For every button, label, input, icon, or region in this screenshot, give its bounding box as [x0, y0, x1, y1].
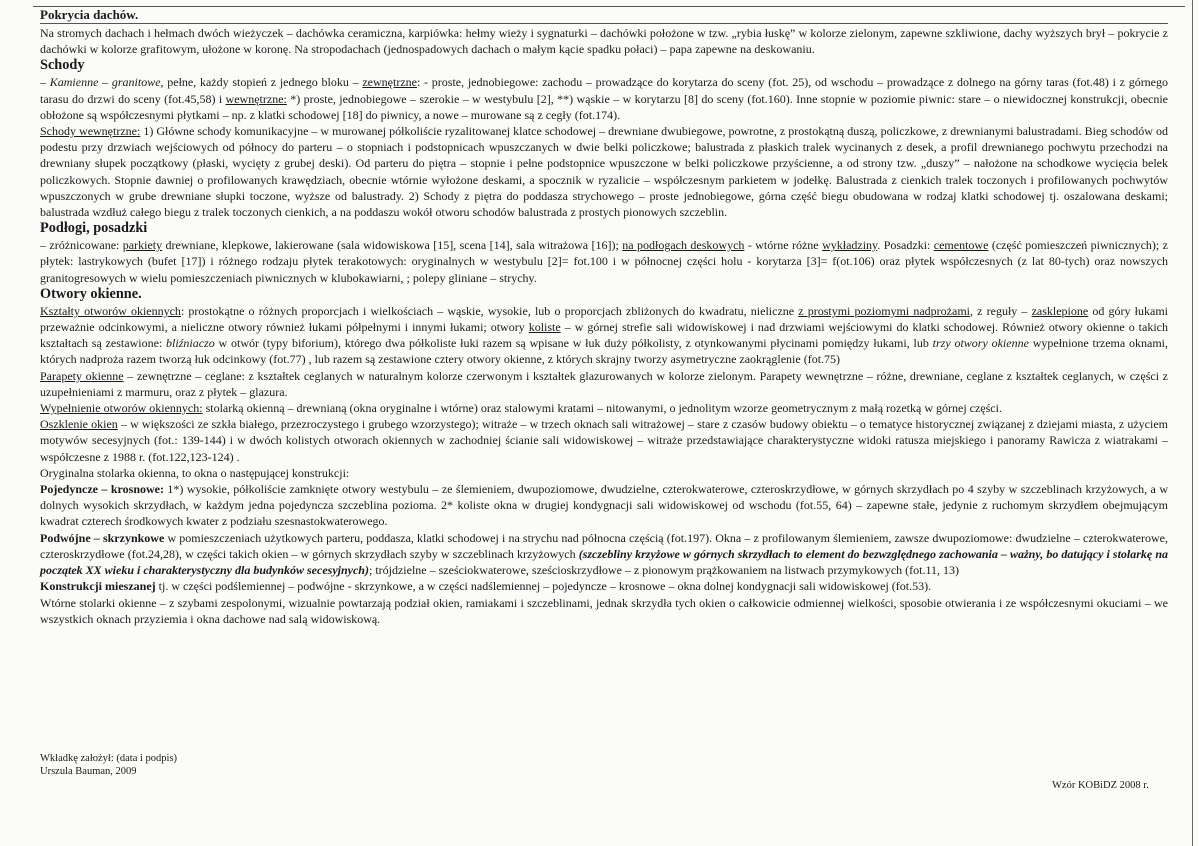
section-title-windows: Otwory okienne.: [40, 285, 142, 302]
document-body: [40, 7, 1168, 627]
text-run: od góry łukami przeważnie odcinkowymi, a nieliczne otwory również łukami półpełnymi i innymi łukami; otwory: [40, 303, 1169, 335]
double-windows-label: Podwójne – skrzynkowe: [40, 530, 165, 545]
window-shapes-paragraph: [40, 303, 1168, 368]
text-run: (część pomieszczeń piwnicznych); z płytek: lastrykowych (bufet [17]) i różnego rodzaju płytek terakotowych: oryginalnych w westybulu [2]= fot.100 i w północnej części holu - korytarza [3]= f(ot.106) oraz płytek współczesnych (z lat 80-tych) oraz nowszych granitogresowych w wielu pomieszczeniach piwnicznych w klubokawiarni, ; polepy gliniane – strychy.: [40, 238, 1168, 285]
text-run: drewniane, klepkowe, lakierowane (sala widowiskowa [15], scena [14], sala witrażowa [16]);: [162, 238, 623, 253]
stairs-material: Kamienne – granitowe: [49, 75, 161, 90]
window-shapes-label: Kształty otworów okiennych: [40, 303, 181, 318]
secondary-joinery-paragraph: Wtórne stolarki okienne – z szybami zespolonymi, wizualnie powtarzają podział okien, ramiakami i szczeblinami, jednak skrzydła tych okien o całkowicie odmiennej wielkości, sposobie otwierania i ze współczesnymi okuciami – we wszystkich oknach przyziemia i okna dachowe nad salą widowiskową.: [40, 595, 1168, 626]
author-name: Urszula Bauman, 2009: [40, 766, 137, 777]
plank-floors-label: na podłogach deskowych: [622, 238, 745, 253]
window-glazing-paragraph: [40, 416, 1168, 465]
carpeting-label: wykładziny: [822, 238, 878, 253]
text-run: tj. w części podślemiennej – podwójne - skrzynkowe, a w części nadślemiennej – pojedyncze – krosnowe – okna dolnej kondygnacji sali widowiskowej (fot.53).: [155, 579, 932, 594]
floors-paragraph: [40, 237, 1168, 286]
text-run: 1*) wysokie, półkoliście zamknięte otwory westybulu – ze ślemieniem, dwupoziomowe, dwudzielne, czterokwaterowe, czteroskrzydłowe, w górnych skrzydłach po 4 szyby w szczeblinach krzyżowych, a w dolnych wysokich skrzydłach, w każdym jedna pojedyncza szczeblina pozioma. 2* koliste okna w drugiej kondygnacji sali widowiskowej od wschodu (fot.55, 64) – zapewne stałe, jedynie z ruchomym skrzydłem obejmującym kwadrat czterech środkowych kwater z podziału szesnastokwaterowego.: [40, 482, 1168, 529]
template-label: Wzór KOBiDZ 2008 r.: [1052, 780, 1149, 791]
text-run: w otwór (typy biforium), którego dwa półkoliste łuki razem są wpisane w łuk duży półkolisty, z otynkowanymi płycinami pomiędzy łukami, lub: [214, 336, 933, 351]
author-label: Wkładkę założył: (data i podpis): [40, 753, 178, 764]
roof-paragraph: Na stromych dachach i hełmach dwóch wieżyczek – dachówka ceramiczna, karpiówka: hełmy wieży i sygnaturki – dachówki położone w tzw. „rybia łuskę” w kolorze zielonym, zapewne szkliwione, dachy wyższych brył – pokrycie z dachówki w kolorze grafitowym, ułożone w koronę. Na stropodachach (jednospadowych dachach o małym kącie spadku połaci) – papa zapewne na deskowaniu.: [40, 26, 1168, 57]
glazing-label: Oszklenie okien: [40, 417, 118, 432]
text-run: –: [40, 75, 50, 90]
single-windows-label: Pojedyncze – krosnowe:: [40, 482, 164, 497]
stairs-paragraph-1: [40, 74, 1168, 123]
single-windows-paragraph: [40, 481, 1168, 530]
original-joinery-paragraph: Oryginalna stolarka okienna, to okna o następującej konstrukcji:: [40, 465, 350, 480]
stairs-paragraph-2: [40, 123, 1168, 220]
text-run: – zewnętrzne – ceglane: z kształtek ceglanych w naturalnym kolorze czerwonym i kształtek glazurowanych w kolorze zielonym. Parapety wewnętrzne – różne, drewniane, ceglane z kształtek ceglanych, w części z uzupełnieniami z marmuru, oraz z płytek – glazura.: [40, 368, 1169, 399]
text-run: , z reguły –: [970, 303, 1032, 318]
section-title-roof: Pokrycia dachów.: [40, 7, 139, 22]
text-run: *) proste, jednobiegowe – szerokie – w westybulu [2], **) wąskie – w korytarzu [8] do sceny (fot.160). Inne stopnie w poziomie piwnic: stare – o niewidocznej konstrukcji, obecnie obłożone są współczesnymi płytkami – np. z klatki schodowej [18] do piwnicy, a nowe – murowane są z cegły (fot.174).: [40, 91, 1169, 122]
parquet-label: parkiety: [122, 238, 163, 253]
twin-label: bliźniaczo: [166, 336, 215, 351]
internal-stairs-label: Schody wewnętrzne:: [40, 124, 141, 139]
window-sills-paragraph: [40, 368, 1168, 400]
text-run: - wtórne różne: [744, 238, 823, 253]
mixed-windows-paragraph: [40, 578, 1168, 594]
text-run: stolarką okienną – drewnianą (okna oryginalne i wtórne) oraz stalowymi kratami – nitowanymi, o jednolitym wzorze geometrycznym z małą rozetką w górnej części.: [202, 401, 1002, 416]
text-run: , pełne, każdy stopień z jednego bloku –: [160, 75, 363, 90]
text-run: : prostokątne o różnych proporcjach i wielkościach – wąskie, wysokie, lub o proporcjach zbliżonych do kwadratu, nieliczne: [180, 303, 799, 318]
title-underline: [40, 23, 1168, 24]
circular-label: koliste: [528, 320, 561, 335]
text-run: w pomieszczeniach użytkowych parteru, poddasza, klatki schodowej i na strychu nad północna częścią (fot.197). Okna – z profilowanym ślemieniem, zawsze dwupoziomowe: dwudzielne – czterokwaterowe, czteroskrzydłowe (fot.24,28), w części takich okien – w górnych skrzydłach szyby w szczeblinach krzyżowych: [40, 530, 1168, 561]
filling-label: Wypełnienie otworów okiennych:: [40, 401, 203, 416]
preservation-note: (szczebliny krzyżowe w górnych skrzydłach to element do bezwzględnego zachowania – ważny, bo datujący i stolarkę na początek XX wieku i charakterystyczny dla budynków secesyjnych): [40, 546, 1169, 578]
text-run: ; trójdzielne – sześciokwaterowe, sześcioskrzydłowe – z pionowym prążkowaniem na listwach przymykowych (fot.11, 13): [368, 563, 960, 578]
mixed-windows-label: Konstrukcji mieszanej: [40, 579, 156, 594]
text-run: : - proste, jednobiegowe: zachodu – prowadzące do korytarza do sceny (fot. 25), od wschodu – prowadzące z dolnego na górny taras (fot.48) i z górnego tarasu do drzwi do sceny (fot.45,58) i: [40, 75, 1169, 106]
window-filling-paragraph: [40, 400, 1168, 416]
double-windows-paragraph: [40, 530, 1168, 579]
vaulted-label: zasklepione: [1031, 303, 1089, 318]
text-run: – w górnej strefie sali widowiskowej i nad drzwiami wejściowymi do klatki schodowej. Również otwory okienne o takich kształtach są zestawione:: [40, 320, 1168, 351]
lintels-label: z prostymi poziomymi nadprożami: [798, 303, 970, 318]
author-block: [40, 752, 177, 778]
text-run: . Posadzki:: [877, 238, 934, 253]
stairs-internal-label: wewnętrzne:: [225, 91, 287, 106]
text-run: – w większości ze szkła białego, przezroczystego i grubego wzorzystego); witraże – w trzech oknach sali witrażowej – stare z czasów budowy obiektu – o tematyce historycznej związanej z dziejami miasta, z użyciem motywów secesyjnych (fot.: 139-144) i w dwóch kolistych otworach okiennych w zachodniej ścianie sali widowiskowej – witraże przedstawiające charakterystyczne widoki ratusza miejskiego i panoramy Rawicza z wiatrakami – współczesne z 1988 r. (fot.122,123-124) .: [40, 417, 1168, 464]
right-border-line: [1192, 0, 1193, 846]
sills-label: Parapety okienne: [40, 368, 124, 383]
stairs-external-label: zewnętrzne: [362, 75, 417, 90]
text-run: 1) Główne schody komunikacyjne – w murowanej półkoliście ryzalitowanej klatce schodowej – drewniane dwubiegowe, powrotne, z prostokątną duszą, policzkowe, z drewnianymi balustradami. Bieg schodów od podestu przy drzwiach wejściowych od północy do parteru – o stopniach i podstopnicach wpuszczanych w dwie belki policzkowe; balustrada z płaskich tralek wycinanych z desek, a profil drewnianego pochwytu przechodzi na drewniany słupek początkowy (płaski, wycięty z grubej deski). Od parteru do piętra – stopnie i pełne podstopnice wpuszczone w belki policzkowe przyścienne, a od strony tzw. „duszy” – nałożone na schodkowe wycięcia belek policzkowych. Stopnie dawniej o profilowanych krawędziach, obecnie wtórnie wyłożone deskami, a spocznik w ryzalicie – współczesnym parkietem w jodełkę. Balustrada z cienkich tralek toczonych i profilowanych pochwytów wpuszczonych w grube drewniane słupki toczone, wyższe od balustrady. 2) Schody z piętra do poddasza strychowego – proste jednobiegowe, górna część biegu obudowana w rodzaj klatki schodowej tj. oszalowana deskami; balustrada wzdłuż całego biegu z tralek toczonych cienkich, a na poddaszu wokół otworu schodów balustrada z prostych pionowych szczeblin.: [40, 124, 1168, 220]
section-title-floors: Podłogi, posadzki: [40, 220, 148, 237]
cement-label: cementowe: [933, 238, 989, 253]
text-run: wypełnione trzema oknami, których nadproża razem tworzą łuk odcinkowy (fot.77) , lub razem są zestawione cztery otwory okienne, z których skrajny tworzy asymetryczne zaokrąglenie (fot.75): [40, 336, 1168, 367]
section-title-stairs: Schody: [40, 57, 85, 74]
text-run: – zróżnicowane:: [40, 238, 123, 253]
three-windows-label: trzy otwory okienne: [932, 336, 1029, 351]
